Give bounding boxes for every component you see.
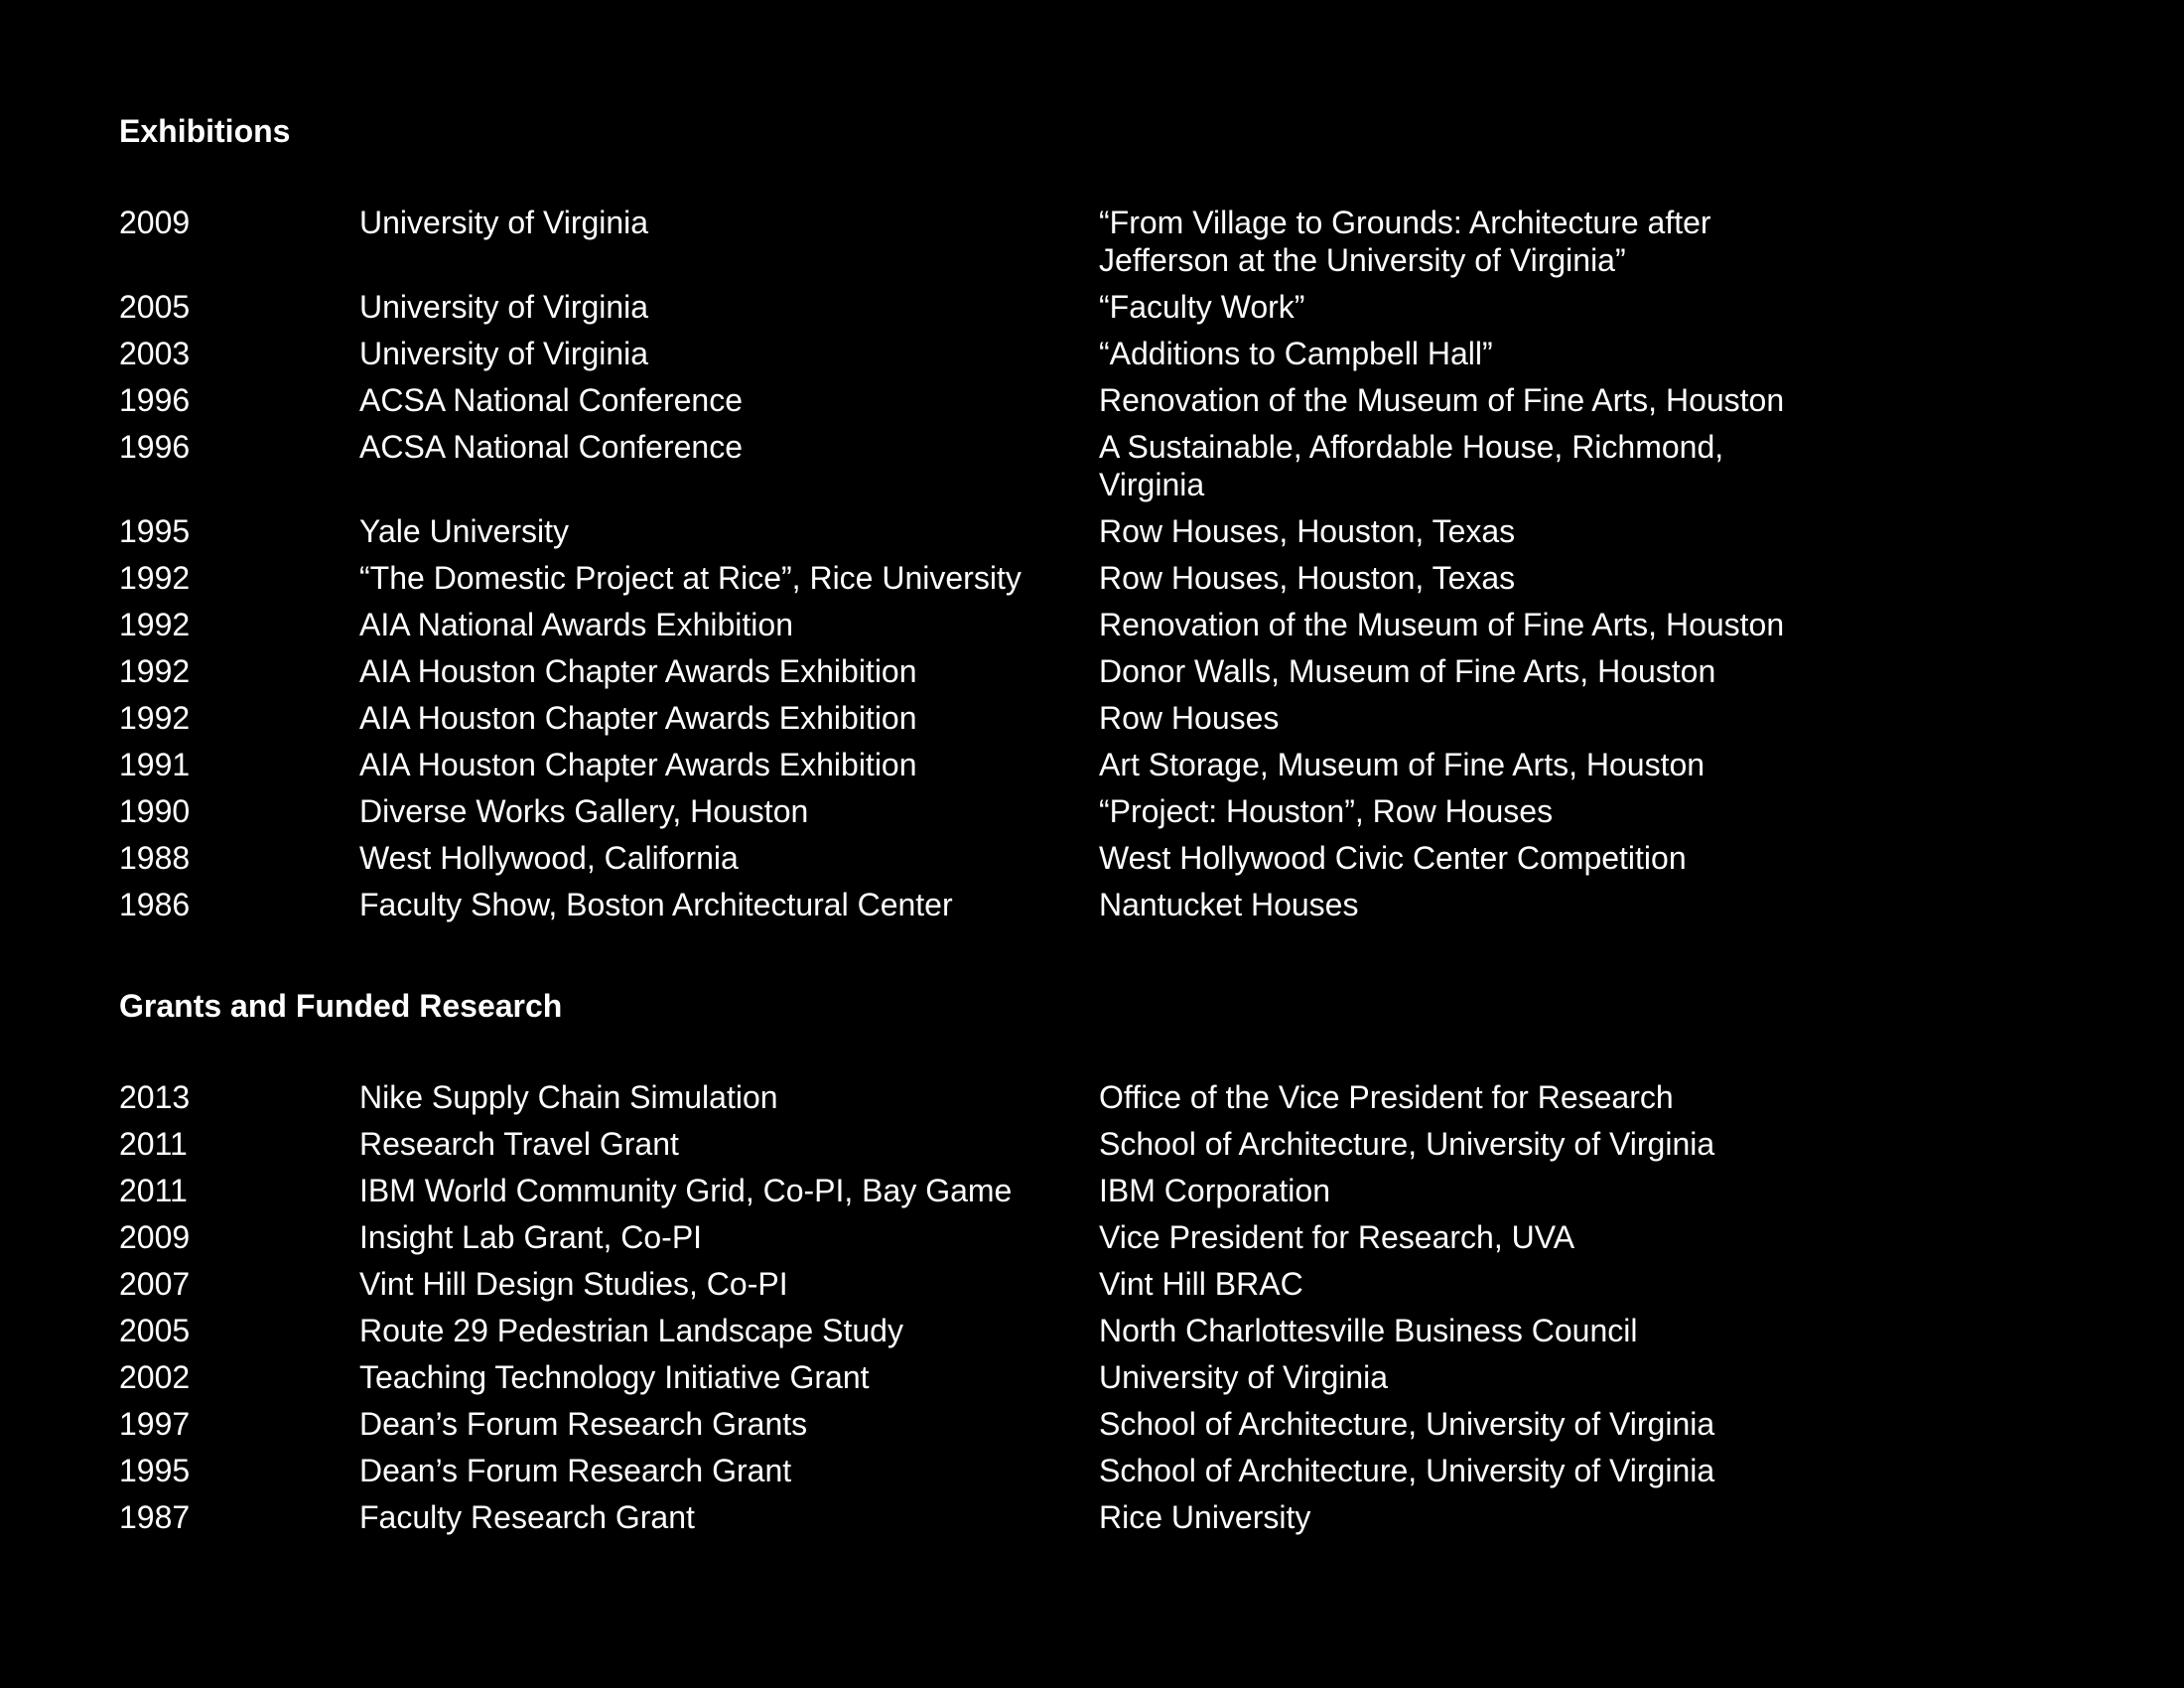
exhibitions-list: [119, 204, 1906, 932]
exhibition-title: Row Houses, Houston, Texas: [1099, 560, 1516, 596]
exhibition-venue: Yale University: [359, 513, 570, 549]
grant-project: Route 29 Pedestrian Landscape Study: [359, 1313, 903, 1348]
exhibition-title: West Hollywood Civic Center Competition: [1099, 840, 1687, 876]
exhibitions-heading: Exhibitions: [119, 113, 291, 149]
grant-sponsor: Rice University: [1099, 1499, 1311, 1535]
grant-row: [119, 1172, 1906, 1209]
grant-project: IBM World Community Grid, Co-PI, Bay Game: [359, 1173, 1013, 1208]
grant-sponsor: Vice President for Research, UVA: [1099, 1219, 1575, 1255]
grant-sponsor: University of Virginia: [1099, 1359, 1389, 1395]
exhibition-venue: University of Virginia: [359, 289, 649, 325]
exhibition-row: [119, 746, 1906, 783]
exhibition-venue: AIA National Awards Exhibition: [359, 607, 793, 642]
exhibition-venue: ACSA National Conference: [359, 382, 743, 418]
exhibition-year: 1992: [119, 653, 191, 689]
grant-row: [119, 1498, 1906, 1536]
grants-heading: Grants and Funded Research: [119, 988, 563, 1024]
grant-project: Dean’s Forum Research Grant: [359, 1453, 792, 1488]
grant-row: [119, 1125, 1906, 1163]
grant-project: Dean’s Forum Research Grants: [359, 1406, 808, 1442]
grants-list: [119, 1078, 1906, 1545]
grant-project: Research Travel Grant: [359, 1126, 679, 1162]
exhibition-year: 1990: [119, 793, 191, 829]
grant-sponsor: Office of the Vice President for Research: [1099, 1079, 1674, 1115]
exhibition-venue: AIA Houston Chapter Awards Exhibition: [359, 700, 917, 736]
exhibition-year: 2009: [119, 205, 191, 240]
grant-year: 1997: [119, 1406, 191, 1442]
exhibition-row: [119, 559, 1906, 597]
grant-year: 2011: [119, 1173, 188, 1208]
grant-sponsor: School of Architecture, University of Virginia: [1099, 1126, 1715, 1162]
exhibition-row: [119, 792, 1906, 830]
exhibition-year: 2005: [119, 289, 191, 325]
exhibition-venue: “The Domestic Project at Rice”, Rice University: [359, 560, 1022, 596]
grant-row: [119, 1312, 1906, 1349]
grant-year: 2013: [119, 1079, 191, 1115]
exhibition-venue: Faculty Show, Boston Architectural Center: [359, 887, 953, 922]
exhibition-year: 1991: [119, 747, 191, 782]
exhibition-year: 1996: [119, 429, 191, 465]
grant-project: Vint Hill Design Studies, Co-PI: [359, 1266, 788, 1302]
exhibition-row: [119, 606, 1906, 643]
exhibition-title: A Sustainable, Affordable House, Richmond, Virginia: [1099, 429, 1724, 502]
exhibition-row: [119, 335, 1906, 372]
exhibition-row: [119, 512, 1906, 550]
exhibition-title: Row Houses: [1099, 700, 1280, 736]
grant-year: 2011: [119, 1126, 188, 1162]
exhibition-title: Donor Walls, Museum of Fine Arts, Houston: [1099, 653, 1716, 689]
exhibition-year: 1996: [119, 382, 191, 418]
grant-year: 2002: [119, 1359, 191, 1395]
grant-year: 2005: [119, 1313, 191, 1348]
exhibition-venue: Diverse Works Gallery, Houston: [359, 793, 809, 829]
grant-row: [119, 1405, 1906, 1443]
exhibition-row: [119, 699, 1906, 737]
exhibition-venue: AIA Houston Chapter Awards Exhibition: [359, 653, 917, 689]
exhibition-title: Renovation of the Museum of Fine Arts, Houston: [1099, 382, 1785, 418]
exhibition-title: Art Storage, Museum of Fine Arts, Houston: [1099, 747, 1706, 782]
grant-year: 1995: [119, 1453, 191, 1488]
exhibition-venue: University of Virginia: [359, 336, 649, 371]
grant-sponsor: Vint Hill BRAC: [1099, 1266, 1303, 1302]
exhibition-title: “Project: Houston”, Row Houses: [1099, 793, 1554, 829]
exhibition-title: Row Houses, Houston, Texas: [1099, 513, 1516, 549]
exhibition-venue: West Hollywood, California: [359, 840, 739, 876]
grant-year: 2007: [119, 1266, 191, 1302]
exhibition-title: Renovation of the Museum of Fine Arts, Houston: [1099, 607, 1785, 642]
exhibition-year: 1995: [119, 513, 191, 549]
grant-year: 1987: [119, 1499, 191, 1535]
grant-row: [119, 1265, 1906, 1303]
grant-row: [119, 1452, 1906, 1489]
grant-project: Nike Supply Chain Simulation: [359, 1079, 778, 1115]
grant-project: Faculty Research Grant: [359, 1499, 695, 1535]
exhibition-venue: ACSA National Conference: [359, 429, 743, 465]
grant-row: [119, 1358, 1906, 1396]
grant-sponsor: IBM Corporation: [1099, 1173, 1330, 1208]
grant-row: [119, 1078, 1906, 1116]
grant-year: 2009: [119, 1219, 191, 1255]
exhibition-row: [119, 839, 1906, 877]
exhibition-year: 1992: [119, 560, 191, 596]
grant-sponsor: School of Architecture, University of Virginia: [1099, 1453, 1715, 1488]
exhibition-row: [119, 886, 1906, 923]
exhibition-year: 1992: [119, 700, 191, 736]
exhibition-title: “Faculty Work”: [1099, 289, 1305, 325]
exhibition-row: [119, 288, 1906, 326]
exhibition-row: [119, 381, 1906, 419]
grant-project: Insight Lab Grant, Co-PI: [359, 1219, 703, 1255]
exhibition-year: 1988: [119, 840, 191, 876]
grant-row: [119, 1218, 1906, 1256]
grant-project: Teaching Technology Initiative Grant: [359, 1359, 870, 1395]
exhibition-venue: University of Virginia: [359, 205, 649, 240]
exhibition-title: “Additions to Campbell Hall”: [1099, 336, 1493, 371]
exhibition-title: “From Village to Grounds: Architecture after Jefferson at the University of Virginia”: [1099, 205, 1711, 278]
exhibition-row: [119, 204, 1906, 279]
exhibition-venue: AIA Houston Chapter Awards Exhibition: [359, 747, 917, 782]
exhibition-year: 1992: [119, 607, 191, 642]
exhibition-title: Nantucket Houses: [1099, 887, 1359, 922]
grant-sponsor: North Charlottesville Business Council: [1099, 1313, 1638, 1348]
exhibition-row: [119, 428, 1906, 503]
exhibition-year: 1986: [119, 887, 191, 922]
exhibition-row: [119, 652, 1906, 690]
exhibition-year: 2003: [119, 336, 191, 371]
grant-sponsor: School of Architecture, University of Virginia: [1099, 1406, 1715, 1442]
